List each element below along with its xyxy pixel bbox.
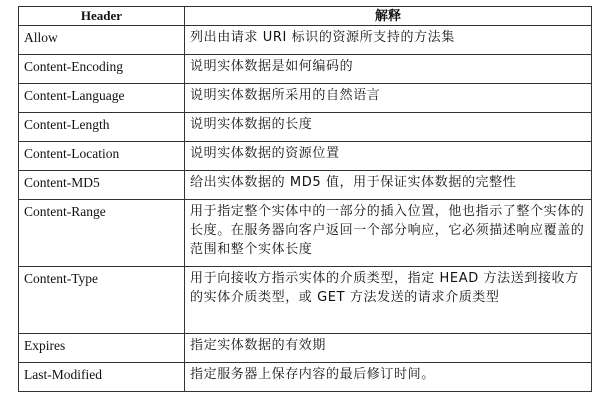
description-cell: 给出实体数据的 MD5 值，用于保证实体数据的完整性 [185,171,592,200]
table-row [19,55,592,84]
header-name-cell: Allow [19,26,185,55]
header-name-cell: Last-Modified [19,363,185,392]
header-name-cell: Content-Location [19,142,185,171]
table-row [19,363,592,392]
description-cell: 说明实体数据的长度 [185,113,592,142]
table-header-row [19,7,592,26]
header-name-cell: Expires [19,334,185,363]
header-name-cell: Content-Range [19,200,185,267]
table-row [19,267,592,334]
table-row [19,200,592,267]
description-cell: 说明实体数据的资源位置 [185,142,592,171]
description-cell: 指定实体数据的有效期 [185,334,592,363]
table-row [19,26,592,55]
http-headers-table-container [18,6,592,392]
header-name-cell: Content-MD5 [19,171,185,200]
header-name-cell: Content-Encoding [19,55,185,84]
table-row [19,334,592,363]
header-name-cell: Content-Length [19,113,185,142]
http-headers-table [18,6,592,392]
description-cell: 用于指定整个实体中的一部分的插入位置，他也指示了整个实体的长度。在服务器向客户返回一个部分响应，它必须描述响应覆盖的范围和整个实体长度 [185,200,592,267]
description-cell: 指定服务器上保存内容的最后修订时间。 [185,363,592,392]
table-row [19,171,592,200]
header-name-cell: Content-Language [19,84,185,113]
header-name-cell: Content-Type [19,267,185,334]
description-cell: 说明实体数据所采用的自然语言 [185,84,592,113]
table-row [19,113,592,142]
column-header-header: Header [19,7,185,26]
column-header-explanation: 解释 [185,7,592,26]
description-cell: 列出由请求 URI 标识的资源所支持的方法集 [185,26,592,55]
table-row [19,142,592,171]
description-cell: 说明实体数据是如何编码的 [185,55,592,84]
table-row [19,84,592,113]
description-cell: 用于向接收方指示实体的介质类型，指定 HEAD 方法送到接收方的实体介质类型，或 GET 方法发送的请求介质类型 [185,267,592,334]
